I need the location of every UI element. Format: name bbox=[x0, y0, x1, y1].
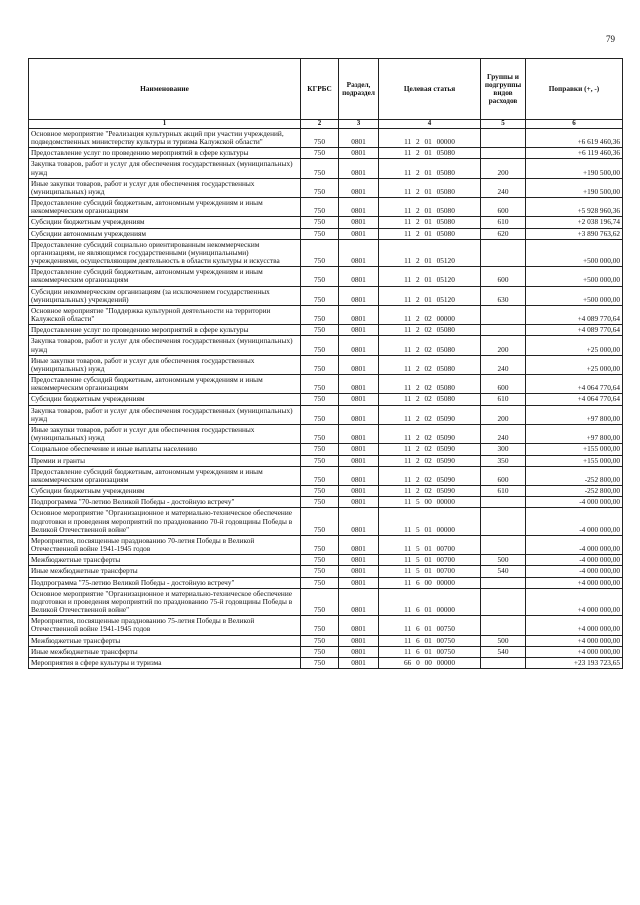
row-target-cell: 66 0 00 00000 bbox=[379, 657, 481, 668]
row-group-cell: 610 bbox=[481, 217, 526, 228]
row-razdel-cell: 0801 bbox=[339, 508, 379, 536]
row-amount-cell: +155 000,00 bbox=[526, 455, 623, 466]
table-row bbox=[29, 486, 623, 497]
row-amount-cell: +190 500,00 bbox=[526, 178, 623, 197]
table-row bbox=[29, 444, 623, 455]
row-razdel-cell: 0801 bbox=[339, 267, 379, 286]
row-group-cell: 630 bbox=[481, 286, 526, 305]
row-group-cell bbox=[481, 616, 526, 635]
table-row bbox=[29, 566, 623, 577]
page-number: 79 bbox=[606, 34, 615, 44]
row-name-cell: Предоставление услуг по проведению мероприятий в сфере культуры bbox=[29, 325, 301, 336]
row-name-cell: Предоставление субсидий бюджетным, автономным учреждениям и иным некоммерческим организациям bbox=[29, 466, 301, 485]
row-kgrbs-cell: 750 bbox=[301, 555, 339, 566]
table-body bbox=[29, 128, 623, 668]
row-kgrbs-cell: 750 bbox=[301, 305, 339, 324]
row-amount-cell: +6 619 460,36 bbox=[526, 128, 623, 147]
row-group-cell bbox=[481, 239, 526, 267]
row-kgrbs-cell: 750 bbox=[301, 267, 339, 286]
row-name-cell: Субсидии бюджетным учреждениям bbox=[29, 486, 301, 497]
table-row bbox=[29, 455, 623, 466]
row-target-cell: 11 6 01 00750 bbox=[379, 646, 481, 657]
row-amount-cell: +4 089 770,64 bbox=[526, 325, 623, 336]
row-name-cell: Основное мероприятие "Организационное и материально-техническое обеспечение подготовки и проведения мероприятий по празднованию 70-й годовщины Победы в Великой Отечественной войне" bbox=[29, 508, 301, 536]
row-kgrbs-cell: 750 bbox=[301, 286, 339, 305]
row-group-cell: 500 bbox=[481, 635, 526, 646]
row-target-cell: 11 2 02 05090 bbox=[379, 424, 481, 443]
row-amount-cell: +4 000 000,00 bbox=[526, 635, 623, 646]
row-name-cell: Предоставление субсидий бюджетным, автономным учреждениям и иным некоммерческим организациям bbox=[29, 198, 301, 217]
row-target-cell: 11 6 00 00000 bbox=[379, 577, 481, 588]
row-amount-cell: +2 038 196,74 bbox=[526, 217, 623, 228]
row-name-cell: Предоставление субсидий бюджетным, автономным учреждениям и иным некоммерческим организациям bbox=[29, 375, 301, 394]
row-group-cell: 500 bbox=[481, 555, 526, 566]
row-name-cell: Иные закупки товаров, работ и услуг для обеспечения государственных (муниципальных) нужд bbox=[29, 424, 301, 443]
row-target-cell: 11 2 01 05080 bbox=[379, 178, 481, 197]
table-row bbox=[29, 616, 623, 635]
row-name-cell: Предоставление услуг по проведению мероприятий в сфере культуры bbox=[29, 148, 301, 159]
row-amount-cell: +25 000,00 bbox=[526, 336, 623, 355]
row-group-cell: 600 bbox=[481, 375, 526, 394]
row-amount-cell: -4 000 000,00 bbox=[526, 566, 623, 577]
row-kgrbs-cell: 750 bbox=[301, 239, 339, 267]
row-group-cell bbox=[481, 148, 526, 159]
row-kgrbs-cell: 750 bbox=[301, 159, 339, 178]
row-kgrbs-cell: 750 bbox=[301, 148, 339, 159]
row-kgrbs-cell: 750 bbox=[301, 646, 339, 657]
table-row bbox=[29, 394, 623, 405]
row-kgrbs-cell: 750 bbox=[301, 325, 339, 336]
column-number: 5 bbox=[481, 120, 526, 129]
table-row bbox=[29, 336, 623, 355]
table-row bbox=[29, 405, 623, 424]
header-group: Группы и подгруппы видов расходов bbox=[481, 59, 526, 120]
row-target-cell: 11 6 01 00000 bbox=[379, 588, 481, 616]
row-name-cell: Иные межбюджетные трансферты bbox=[29, 566, 301, 577]
row-amount-cell: +4 000 000,00 bbox=[526, 646, 623, 657]
row-target-cell: 11 6 01 00750 bbox=[379, 635, 481, 646]
row-group-cell: 610 bbox=[481, 486, 526, 497]
table-row bbox=[29, 239, 623, 267]
row-kgrbs-cell: 750 bbox=[301, 394, 339, 405]
row-kgrbs-cell: 750 bbox=[301, 535, 339, 554]
table-row bbox=[29, 286, 623, 305]
header-kgrbs: КГРБС bbox=[301, 59, 339, 120]
row-target-cell: 11 2 01 00000 bbox=[379, 128, 481, 147]
row-amount-cell: +5 928 960,36 bbox=[526, 198, 623, 217]
table-row bbox=[29, 355, 623, 374]
row-target-cell: 11 2 02 00000 bbox=[379, 305, 481, 324]
row-amount-cell: +500 000,00 bbox=[526, 286, 623, 305]
row-group-cell: 610 bbox=[481, 394, 526, 405]
row-target-cell: 11 2 01 05120 bbox=[379, 267, 481, 286]
row-kgrbs-cell: 750 bbox=[301, 178, 339, 197]
header-name: Наименование bbox=[29, 59, 301, 120]
table-row bbox=[29, 217, 623, 228]
column-number-row bbox=[29, 120, 623, 129]
row-group-cell bbox=[481, 577, 526, 588]
row-target-cell: 11 5 00 00000 bbox=[379, 497, 481, 508]
table-row bbox=[29, 128, 623, 147]
table-row bbox=[29, 267, 623, 286]
column-number: 4 bbox=[379, 120, 481, 129]
row-razdel-cell: 0801 bbox=[339, 325, 379, 336]
row-name-cell: Мероприятия в сфере культуры и туризма bbox=[29, 657, 301, 668]
row-kgrbs-cell: 750 bbox=[301, 375, 339, 394]
row-group-cell bbox=[481, 508, 526, 536]
row-name-cell: Основное мероприятие "Организационное и материально-техническое обеспечение подготовки и проведения мероприятий по празднованию 75-й годовщины Победы в Великой Отечественной войне" bbox=[29, 588, 301, 616]
row-amount-cell: -4 000 000,00 bbox=[526, 497, 623, 508]
row-kgrbs-cell: 750 bbox=[301, 455, 339, 466]
row-group-cell bbox=[481, 588, 526, 616]
row-name-cell: Подпрограмма "70-летию Великой Победы - достойную встречу" bbox=[29, 497, 301, 508]
row-razdel-cell: 0801 bbox=[339, 375, 379, 394]
row-amount-cell: +4 089 770,64 bbox=[526, 305, 623, 324]
row-group-cell: 540 bbox=[481, 566, 526, 577]
row-amount-cell: +190 500,00 bbox=[526, 159, 623, 178]
table-header-row bbox=[29, 59, 623, 120]
row-razdel-cell: 0801 bbox=[339, 646, 379, 657]
row-kgrbs-cell: 750 bbox=[301, 508, 339, 536]
table-row bbox=[29, 325, 623, 336]
row-kgrbs-cell: 750 bbox=[301, 657, 339, 668]
row-kgrbs-cell: 750 bbox=[301, 566, 339, 577]
row-kgrbs-cell: 750 bbox=[301, 424, 339, 443]
row-razdel-cell: 0801 bbox=[339, 424, 379, 443]
row-target-cell: 11 2 01 05080 bbox=[379, 228, 481, 239]
row-amount-cell: +500 000,00 bbox=[526, 239, 623, 267]
row-kgrbs-cell: 750 bbox=[301, 577, 339, 588]
table-row bbox=[29, 497, 623, 508]
row-kgrbs-cell: 750 bbox=[301, 217, 339, 228]
row-name-cell: Иные межбюджетные трансферты bbox=[29, 646, 301, 657]
row-group-cell: 600 bbox=[481, 267, 526, 286]
row-razdel-cell: 0801 bbox=[339, 616, 379, 635]
row-name-cell: Иные закупки товаров, работ и услуг для обеспечения государственных (муниципальных) нужд bbox=[29, 355, 301, 374]
table-row bbox=[29, 424, 623, 443]
row-name-cell: Закупка товаров, работ и услуг для обеспечения государственных (муниципальных) нужд bbox=[29, 405, 301, 424]
row-name-cell: Субсидии бюджетным учреждениям bbox=[29, 394, 301, 405]
row-group-cell: 350 bbox=[481, 455, 526, 466]
table-row bbox=[29, 375, 623, 394]
column-number: 1 bbox=[29, 120, 301, 129]
row-target-cell: 11 2 02 05090 bbox=[379, 444, 481, 455]
row-razdel-cell: 0801 bbox=[339, 394, 379, 405]
row-amount-cell: +4 064 770,64 bbox=[526, 394, 623, 405]
row-razdel-cell: 0801 bbox=[339, 148, 379, 159]
row-razdel-cell: 0801 bbox=[339, 239, 379, 267]
row-group-cell: 200 bbox=[481, 405, 526, 424]
row-amount-cell: +4 000 000,00 bbox=[526, 588, 623, 616]
row-razdel-cell: 0801 bbox=[339, 497, 379, 508]
row-amount-cell: +155 000,00 bbox=[526, 444, 623, 455]
row-kgrbs-cell: 750 bbox=[301, 128, 339, 147]
row-razdel-cell: 0801 bbox=[339, 588, 379, 616]
row-kgrbs-cell: 750 bbox=[301, 198, 339, 217]
table-row bbox=[29, 635, 623, 646]
row-name-cell: Субсидии некоммерческим организациям (за исключением государственных (муниципальных) учреждений) bbox=[29, 286, 301, 305]
row-group-cell: 240 bbox=[481, 355, 526, 374]
row-target-cell: 11 2 02 05080 bbox=[379, 325, 481, 336]
row-amount-cell: +4 064 770,64 bbox=[526, 375, 623, 394]
row-target-cell: 11 6 01 00750 bbox=[379, 616, 481, 635]
row-razdel-cell: 0801 bbox=[339, 635, 379, 646]
row-name-cell: Предоставление субсидий социально ориентированным некоммерческим организациям, не являющимся государственными (муниципальными) учреждениями, осуществляющим деятельность в области культуры и искусства bbox=[29, 239, 301, 267]
row-group-cell: 240 bbox=[481, 424, 526, 443]
row-kgrbs-cell: 750 bbox=[301, 588, 339, 616]
row-target-cell: 11 2 01 05080 bbox=[379, 198, 481, 217]
table-row bbox=[29, 198, 623, 217]
row-group-cell: 540 bbox=[481, 646, 526, 657]
row-group-cell bbox=[481, 497, 526, 508]
row-target-cell: 11 2 01 05120 bbox=[379, 239, 481, 267]
row-kgrbs-cell: 750 bbox=[301, 355, 339, 374]
header-razdel: Раздел, подраздел bbox=[339, 59, 379, 120]
row-target-cell: 11 2 01 05080 bbox=[379, 159, 481, 178]
row-amount-cell: +97 800,00 bbox=[526, 405, 623, 424]
row-amount-cell: +25 000,00 bbox=[526, 355, 623, 374]
row-razdel-cell: 0801 bbox=[339, 286, 379, 305]
row-name-cell: Межбюджетные трансферты bbox=[29, 555, 301, 566]
row-target-cell: 11 5 01 00700 bbox=[379, 566, 481, 577]
row-name-cell: Межбюджетные трансферты bbox=[29, 635, 301, 646]
row-name-cell: Подпрограмма "75-летию Великой Победы - достойную встречу" bbox=[29, 577, 301, 588]
row-amount-cell: +23 193 723,65 bbox=[526, 657, 623, 668]
row-amount-cell: +3 890 763,62 bbox=[526, 228, 623, 239]
row-razdel-cell: 0801 bbox=[339, 455, 379, 466]
row-target-cell: 11 5 01 00700 bbox=[379, 555, 481, 566]
table-row bbox=[29, 228, 623, 239]
row-group-cell bbox=[481, 305, 526, 324]
row-target-cell: 11 2 02 05090 bbox=[379, 466, 481, 485]
table-row bbox=[29, 148, 623, 159]
row-razdel-cell: 0801 bbox=[339, 336, 379, 355]
row-razdel-cell: 0801 bbox=[339, 486, 379, 497]
row-kgrbs-cell: 750 bbox=[301, 486, 339, 497]
row-amount-cell: +6 119 460,36 bbox=[526, 148, 623, 159]
row-amount-cell: -4 000 000,00 bbox=[526, 555, 623, 566]
row-target-cell: 11 2 01 05120 bbox=[379, 286, 481, 305]
row-amount-cell: -4 000 000,00 bbox=[526, 535, 623, 554]
row-group-cell bbox=[481, 535, 526, 554]
row-razdel-cell: 0801 bbox=[339, 128, 379, 147]
row-razdel-cell: 0801 bbox=[339, 566, 379, 577]
table-row bbox=[29, 646, 623, 657]
row-group-cell: 620 bbox=[481, 228, 526, 239]
table-row bbox=[29, 159, 623, 178]
row-razdel-cell: 0801 bbox=[339, 198, 379, 217]
table-row bbox=[29, 305, 623, 324]
column-number: 2 bbox=[301, 120, 339, 129]
table-row bbox=[29, 657, 623, 668]
budget-amendments-table bbox=[28, 58, 623, 669]
row-name-cell: Премии и гранты bbox=[29, 455, 301, 466]
row-target-cell: 11 2 02 05080 bbox=[379, 336, 481, 355]
row-kgrbs-cell: 750 bbox=[301, 336, 339, 355]
row-target-cell: 11 5 01 00700 bbox=[379, 535, 481, 554]
row-group-cell: 200 bbox=[481, 159, 526, 178]
row-name-cell: Мероприятия, посвященные празднованию 75-летия Победы в Великой Отечественной войне 1941-1945 годов bbox=[29, 616, 301, 635]
column-number: 3 bbox=[339, 120, 379, 129]
table-row bbox=[29, 555, 623, 566]
table-row bbox=[29, 466, 623, 485]
table-row bbox=[29, 508, 623, 536]
row-razdel-cell: 0801 bbox=[339, 305, 379, 324]
row-name-cell: Закупка товаров, работ и услуг для обеспечения государственных (муниципальных) нужд bbox=[29, 159, 301, 178]
row-target-cell: 11 2 02 05090 bbox=[379, 486, 481, 497]
row-target-cell: 11 2 02 05090 bbox=[379, 405, 481, 424]
row-razdel-cell: 0801 bbox=[339, 355, 379, 374]
table-row bbox=[29, 588, 623, 616]
row-target-cell: 11 5 01 00000 bbox=[379, 508, 481, 536]
row-group-cell: 600 bbox=[481, 198, 526, 217]
table-row bbox=[29, 178, 623, 197]
row-kgrbs-cell: 750 bbox=[301, 616, 339, 635]
column-number: 6 bbox=[526, 120, 623, 129]
row-amount-cell: +500 000,00 bbox=[526, 267, 623, 286]
row-amount-cell: +97 800,00 bbox=[526, 424, 623, 443]
row-name-cell: Субсидии бюджетным учреждениям bbox=[29, 217, 301, 228]
row-razdel-cell: 0801 bbox=[339, 657, 379, 668]
row-name-cell: Социальное обеспечение и иные выплаты населению bbox=[29, 444, 301, 455]
row-target-cell: 11 2 01 05080 bbox=[379, 148, 481, 159]
row-target-cell: 11 2 01 05080 bbox=[379, 217, 481, 228]
row-kgrbs-cell: 750 bbox=[301, 466, 339, 485]
row-amount-cell: +4 000 000,00 bbox=[526, 616, 623, 635]
row-group-cell bbox=[481, 657, 526, 668]
header-amend: Поправки (+, -) bbox=[526, 59, 623, 120]
row-group-cell bbox=[481, 128, 526, 147]
row-group-cell: 300 bbox=[481, 444, 526, 455]
row-amount-cell: -4 000 000,00 bbox=[526, 508, 623, 536]
row-razdel-cell: 0801 bbox=[339, 405, 379, 424]
header-target: Целевая статья bbox=[379, 59, 481, 120]
row-name-cell: Закупка товаров, работ и услуг для обеспечения государственных (муниципальных) нужд bbox=[29, 336, 301, 355]
row-target-cell: 11 2 02 05080 bbox=[379, 394, 481, 405]
row-razdel-cell: 0801 bbox=[339, 466, 379, 485]
row-razdel-cell: 0801 bbox=[339, 577, 379, 588]
row-group-cell: 240 bbox=[481, 178, 526, 197]
row-razdel-cell: 0801 bbox=[339, 228, 379, 239]
row-kgrbs-cell: 750 bbox=[301, 635, 339, 646]
row-name-cell: Субсидии автономным учреждениям bbox=[29, 228, 301, 239]
row-kgrbs-cell: 750 bbox=[301, 497, 339, 508]
row-kgrbs-cell: 750 bbox=[301, 228, 339, 239]
row-razdel-cell: 0801 bbox=[339, 555, 379, 566]
row-group-cell: 600 bbox=[481, 466, 526, 485]
row-amount-cell: -252 800,00 bbox=[526, 466, 623, 485]
row-razdel-cell: 0801 bbox=[339, 444, 379, 455]
row-name-cell: Мероприятия, посвященные празднованию 70-летия Победы в Великой Отечественной войне 1941-1945 годов bbox=[29, 535, 301, 554]
row-name-cell: Иные закупки товаров, работ и услуг для обеспечения государственных (муниципальных) нужд bbox=[29, 178, 301, 197]
row-group-cell: 200 bbox=[481, 336, 526, 355]
row-target-cell: 11 2 02 05090 bbox=[379, 455, 481, 466]
row-group-cell bbox=[481, 325, 526, 336]
table-row bbox=[29, 577, 623, 588]
row-target-cell: 11 2 02 05080 bbox=[379, 355, 481, 374]
row-name-cell: Основное мероприятие "Поддержка культурной деятельности на территории Калужской области" bbox=[29, 305, 301, 324]
row-razdel-cell: 0801 bbox=[339, 178, 379, 197]
row-razdel-cell: 0801 bbox=[339, 535, 379, 554]
row-amount-cell: -252 800,00 bbox=[526, 486, 623, 497]
row-name-cell: Предоставление субсидий бюджетным, автономным учреждениям и иным некоммерческим организациям bbox=[29, 267, 301, 286]
row-razdel-cell: 0801 bbox=[339, 217, 379, 228]
table-row bbox=[29, 535, 623, 554]
row-amount-cell: +4 000 000,00 bbox=[526, 577, 623, 588]
row-name-cell: Основное мероприятие "Реализация культурных акций при участии учреждений, подведомственных министерству культуры и туризма Калужской области" bbox=[29, 128, 301, 147]
row-razdel-cell: 0801 bbox=[339, 159, 379, 178]
row-target-cell: 11 2 02 05080 bbox=[379, 375, 481, 394]
row-kgrbs-cell: 750 bbox=[301, 444, 339, 455]
row-kgrbs-cell: 750 bbox=[301, 405, 339, 424]
